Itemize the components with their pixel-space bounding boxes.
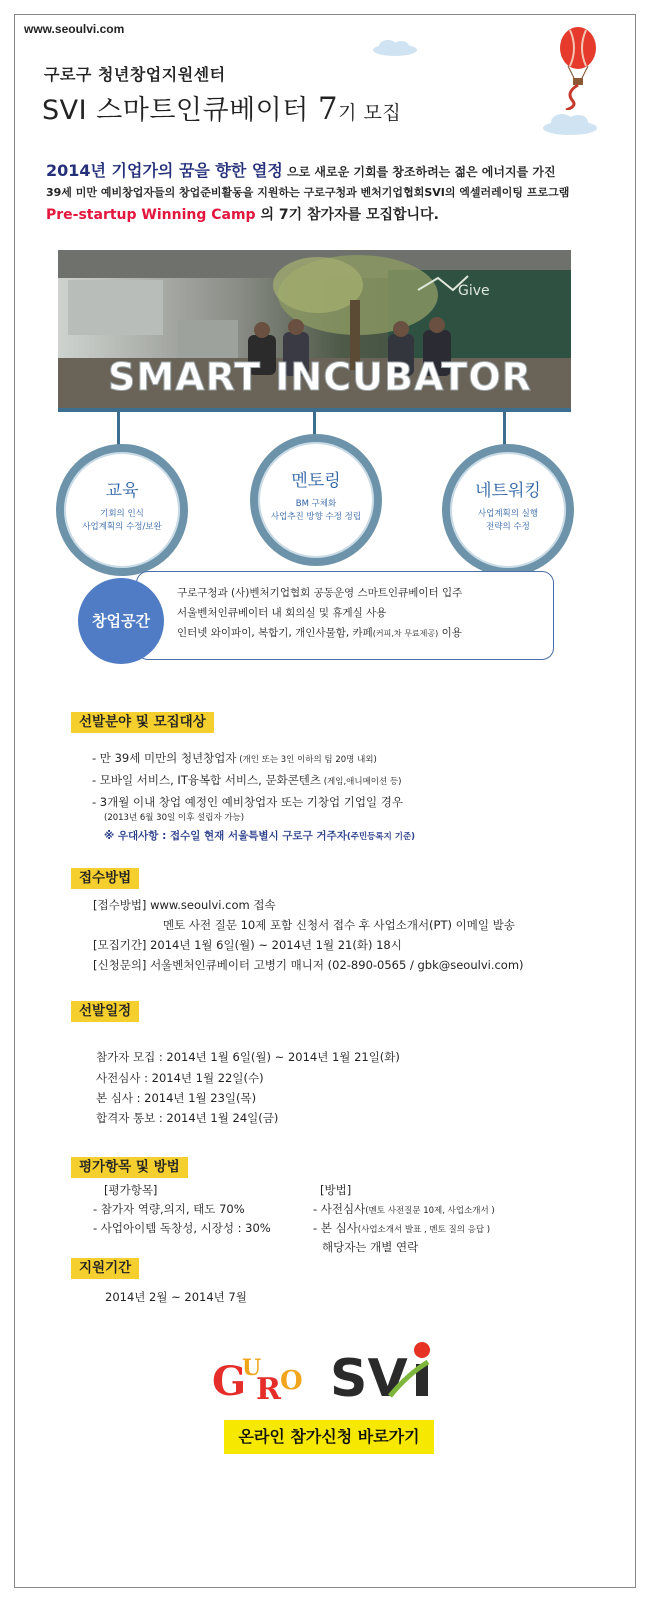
- schedule-line: 합격자 통보 : 2014년 1월 24일(금): [96, 1111, 279, 1125]
- intro-line-2: 39세 미만 예비창업자들의 창업준비활동을 지원하는 구로구청과 벤처기업협회SVI의 엑셀러레이팅 프로그램: [46, 186, 570, 199]
- svg-text:SV: SV: [330, 1349, 408, 1404]
- eval-right-item: - 본 심사(사업소개서 발표 , 멘토 질의 응답 ): [313, 1221, 491, 1235]
- target-item: - 만 39세 미만의 청년창업자 (개인 또는 3인 이하의 팀 20명 내외): [92, 751, 377, 765]
- intro-highlight: 2014년 기업가의 꿈을 향한 열정: [46, 161, 283, 180]
- intro-line-1-rest: 으로 새로운 기회를 창조하려는 젊은 에너지를 가진: [287, 165, 556, 179]
- schedule-line: 본 심사 : 2014년 1월 23일(목): [96, 1091, 257, 1105]
- svg-text:Give: Give: [458, 283, 490, 299]
- section-heading-period: 지원기간: [71, 1258, 139, 1279]
- svg-text:U: U: [242, 1355, 262, 1381]
- pillar-networking: [442, 444, 574, 576]
- eval-left-item: - 참가자 역량,의지, 태도 70%: [93, 1202, 245, 1216]
- intro-line-1: [46, 158, 556, 181]
- pillar-desc: 기회의 인식 사업계획의 수정/보완: [82, 509, 162, 532]
- preference-note: ※ 우대사항 : 접수일 현재 서울특별시 구로구 거주자(주민등록지 기준): [104, 830, 416, 842]
- schedule-line: 사전심사 : 2014년 1월 22일(수): [96, 1071, 264, 1085]
- pillar-education: [56, 444, 188, 576]
- startup-space-box: [136, 571, 554, 660]
- intro-line-3: [46, 204, 439, 224]
- period-line: 2014년 2월 ~ 2014년 7월: [105, 1290, 247, 1304]
- pillar-title: 네트워킹: [475, 481, 541, 501]
- eval-right-item: 해당자는 개별 연락: [322, 1240, 419, 1254]
- eval-right-item: - 사전심사(멘토 사전질문 10제, 사업소개서 ): [313, 1202, 495, 1216]
- svg-text:G: G: [212, 1358, 247, 1405]
- cloud-icon: [370, 38, 420, 56]
- apply-line: 멘토 사전 질문 10제 포함 신청서 접수 후 사업소개서(PT) 이메일 발송: [163, 918, 515, 932]
- space-line-1: 구로구청과 (사)벤처기업협회 공동운영 스마트인큐베이터 입주: [177, 587, 463, 599]
- pillar-mentoring: [250, 434, 382, 566]
- section-heading-apply: 접수방법: [71, 868, 139, 889]
- target-item: - 3개월 이내 창업 예정인 예비창업자 또는 기창업 기업일 경우: [92, 795, 403, 809]
- eval-right-header: [방법]: [320, 1183, 352, 1197]
- section-heading-evaluation: 평가항목 및 방법: [71, 1157, 188, 1178]
- eval-left-item: - 사업아이템 독창성, 시장성 : 30%: [93, 1221, 271, 1235]
- startup-space-label: 창업공간: [78, 578, 164, 664]
- space-line-2: 서울벤처인큐베이터 내 회의실 및 휴게실 사용: [177, 607, 387, 619]
- svi-logo: [330, 1338, 442, 1404]
- schedule-line: 참가자 모집 : 2014년 1월 6일(월) ~ 2014년 1월 21일(화): [96, 1050, 400, 1064]
- online-apply-button[interactable]: 온라인 참가신청 바로가기: [224, 1420, 434, 1454]
- target-item: - 모바일 서비스, IT융복합 서비스, 문화콘텐츠 (게임,애니메이션 등): [92, 773, 402, 787]
- center-subtitle: 구로구 청년창업지원센터: [44, 65, 226, 84]
- pillar-title: 교육: [105, 481, 139, 501]
- pillar-desc: 사업계획의 실행 전략의 수정: [477, 509, 539, 532]
- title-number: 7: [317, 91, 339, 127]
- apply-line: [모집기간] 2014년 1월 6일(월) ~ 2014년 1월 21(화) 18시: [93, 938, 402, 952]
- svg-text:R: R: [256, 1372, 281, 1405]
- intro-line-3-rest: 의 7기 참가자를 모집합니다.: [260, 207, 439, 223]
- target-item-note: (2013년 6월 30일 이후 설립자 가능): [104, 813, 245, 823]
- apply-line: [신청문의] 서울벤처인큐베이터 고병기 매니저 (02-890-0565 / gbk@seoulvi.com): [93, 958, 524, 972]
- section-heading-schedule: 선발일정: [71, 1001, 139, 1022]
- page-title: [42, 88, 401, 127]
- section-heading-target: 선발분야 및 모집대상: [71, 712, 214, 733]
- eval-left-header: [평가항목]: [104, 1183, 158, 1197]
- title-tail: 기 모집: [338, 102, 402, 124]
- pillar-title: 멘토링: [291, 471, 341, 491]
- site-url[interactable]: www.seoulvi.com: [24, 22, 125, 36]
- space-line-3: 인터넷 와이파이, 복합기, 개인사물함, 카페(커피,차 무료제공) 이용: [177, 627, 462, 639]
- svg-text:O: O: [280, 1366, 303, 1396]
- pillar-desc: BM 구체화 사업추진 방향 수정 정립: [270, 499, 362, 522]
- hot-air-balloon-icon: [548, 24, 608, 110]
- title-main: SVI 스마트인큐베이터: [42, 95, 309, 126]
- guro-logo: [210, 1345, 310, 1405]
- program-name: Pre-startup Winning Camp: [46, 207, 256, 223]
- incubator-photo: [58, 250, 571, 408]
- banner-text: SMART INCUBATOR: [108, 355, 532, 399]
- apply-line: [접수방법] www.seoulvi.com 접속: [93, 898, 276, 912]
- cloud-icon: [540, 112, 600, 136]
